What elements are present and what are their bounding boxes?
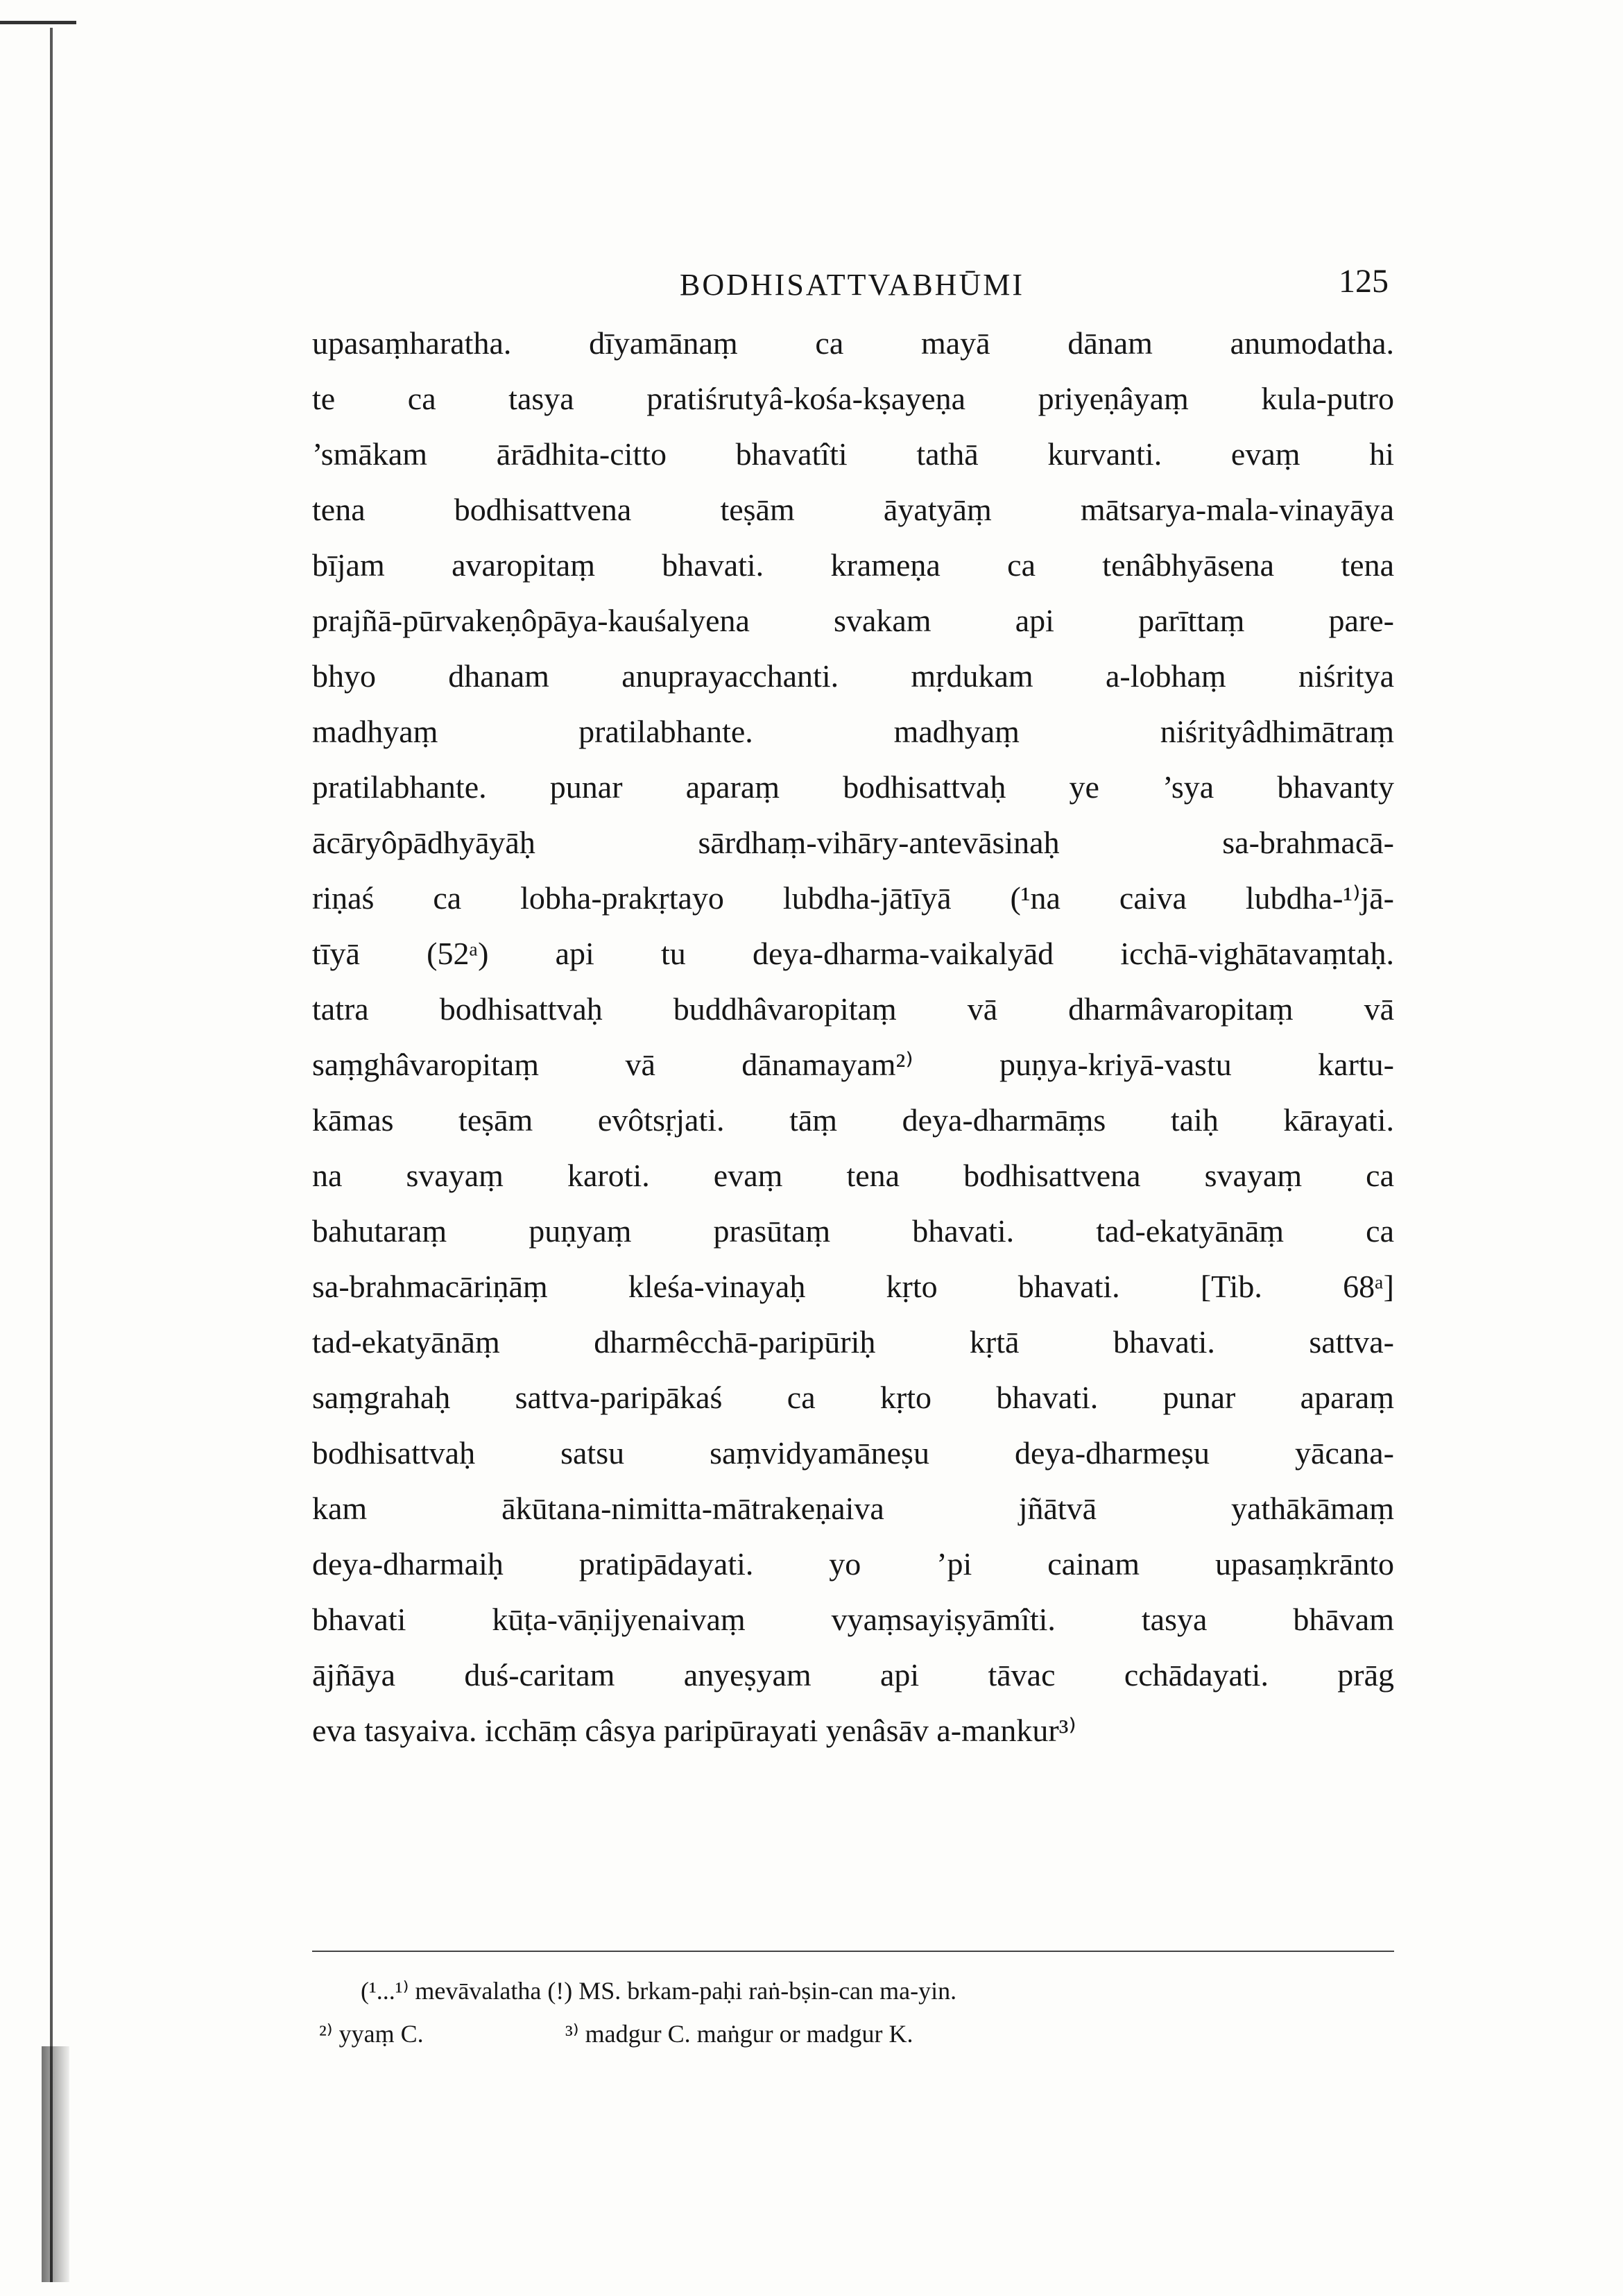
text-line: ācāryôpādhyāyāḥ sārdhaṃ-vihāry-antevāsinaḥ sa-brahmacā-: [312, 825, 1394, 860]
footnote-2: ²⁾ yyaṃ C.: [319, 2020, 424, 2048]
text-line: bodhisattvaḥ satsu saṃvidyamāneṣu deya-dharmeṣu yācana-: [312, 1435, 1394, 1471]
binding-shadow: [42, 2046, 69, 2282]
footnote-rule: [312, 1951, 1394, 1952]
running-header: BODHISATTVABHŪMI: [680, 268, 1025, 302]
text-line: saṃghâvaropitaṃ vā dānamayam²⁾ puṇya-kriyā-vastu kartu-: [312, 1047, 1394, 1082]
text-line: te ca tasya pratiśrutyâ-kośa-kṣayeṇa priyeṇâyaṃ kula-putro: [312, 381, 1394, 416]
text-line: bhyo dhanam anuprayacchanti. mṛdukam a-lobhaṃ niśritya: [312, 658, 1394, 694]
text-line: kāmas teṣām evôtsṛjati. tāṃ deya-dharmāṃs taiḥ kārayati.: [312, 1102, 1394, 1138]
text-line: tatra bodhisattvaḥ buddhâvaropitaṃ vā dharmâvaropitaṃ vā: [312, 991, 1394, 1027]
binding-edge-tick: [0, 21, 76, 24]
text-line: ’smākam ārādhita-citto bhavatîti tathā kurvanti. evaṃ hi: [312, 436, 1394, 472]
footnote-1: (¹...¹⁾ mevāvalatha (!) MS. brkam-paḥi raṅ-bṣin-can ma-yin.: [361, 1977, 957, 2005]
text-line: tad-ekatyānāṃ dharmêcchā-paripūriḥ kṛtā bhavati. sattva-: [312, 1324, 1394, 1360]
page-number: 125: [1339, 263, 1389, 300]
text-line: eva tasyaiva. icchāṃ câsya paripūrayati yenâsāv a-mankur³⁾: [312, 1713, 1076, 1748]
text-line: tīyā (52ᵃ) api tu deya-dharma-vaikalyād icchā-vighātavaṃtaḥ.: [312, 936, 1394, 971]
text-line: riṇaś ca lobha-prakṛtayo lubdha-jātīyā (¹na caiva lubdha-¹⁾jā-: [312, 880, 1394, 916]
text-line: saṃgrahaḥ sattva-paripākaś ca kṛto bhavati. punar aparaṃ: [312, 1380, 1394, 1415]
text-line: upasaṃharatha. dīyamānaṃ ca mayā dānam anumodatha.: [312, 325, 1394, 361]
text-line: prajñā-pūrvakeṇôpāya-kauśalyena svakam api parīttaṃ pare-: [312, 603, 1394, 638]
text-line: tena bodhisattvena teṣām āyatyāṃ mātsarya-mala-vinayāya: [312, 492, 1394, 527]
text-line: bījam avaropitaṃ bhavati. krameṇa ca tenâbhyāsena tena: [312, 547, 1394, 583]
text-line: sa-brahmacāriṇāṃ kleśa-vinayaḥ kṛto bhavati. [Tib. 68ᵃ]: [312, 1269, 1394, 1304]
text-line: ājñāya duś-caritam anyeṣyam api tāvac cchādayati. prāg: [312, 1657, 1394, 1693]
text-line: madhyaṃ pratilabhante. madhyaṃ niśrityâdhimātraṃ: [312, 714, 1394, 749]
text-line: pratilabhante. punar aparaṃ bodhisattvaḥ ye ’sya bhavanty: [312, 769, 1394, 805]
text-line: deya-dharmaiḥ pratipādayati. yo ’pi cainam upasaṃkrānto: [312, 1546, 1394, 1582]
text-line: na svayaṃ karoti. evaṃ tena bodhisattvena svayaṃ ca: [312, 1158, 1394, 1193]
text-line: kam ākūtana-nimitta-mātrakeṇaiva jñātvā yathākāmaṃ: [312, 1491, 1394, 1526]
text-line: bhavati kūṭa-vāṇijyenaivaṃ vyaṃsayiṣyāmîti. tasya bhāvam: [312, 1602, 1394, 1637]
binding-edge-line: [50, 28, 53, 2282]
footnote-3: ³⁾ madgur C. maṅgur or madgur K.: [565, 2020, 913, 2048]
text-line: bahutaraṃ puṇyaṃ prasūtaṃ bhavati. tad-ekatyānāṃ ca: [312, 1213, 1394, 1249]
body-text: [312, 316, 1394, 1842]
